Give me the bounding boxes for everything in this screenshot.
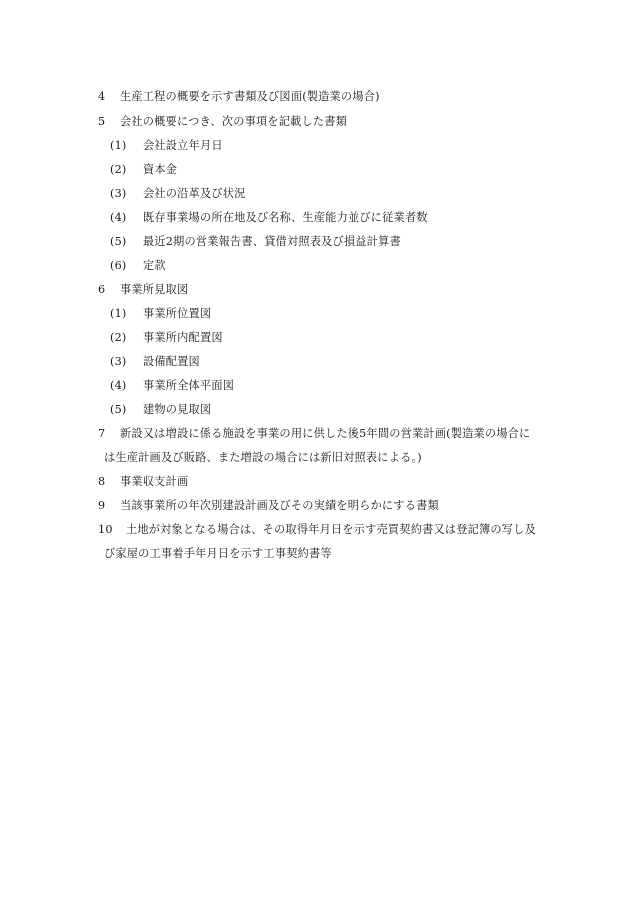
sub-item-number: (4) [110,379,127,392]
sub-item-number: (1) [110,139,127,152]
sub-item-number: (5) [110,403,127,416]
item-text-continuation: は生産計画及び販路、また増設の場合には新旧対照表による。) [104,451,422,464]
sub-item-number: (6) [110,259,127,272]
item-number: 10 [98,523,113,536]
item-number: 6 [98,283,106,296]
sub-item-text: 既存事業場の所在地及び名称、生産能力並びに従業者数 [143,211,428,224]
sub-item-number: (4) [110,211,127,224]
sub-item-number: (2) [110,163,127,176]
item-text: 会社の概要につき、次の事項を記載した書類 [120,115,348,128]
item-text: 事業収支計画 [120,475,189,488]
sub-item-text: 定款 [143,259,166,272]
sub-item-text: 資本金 [143,163,178,176]
sub-item-number: (1) [110,307,127,320]
sub-item-text: 事業所位置図 [143,307,212,320]
item-text-continuation: び家屋の工事着手年月日を示す工事契約書等 [104,547,332,560]
sub-item-text: 設備配置図 [143,355,200,368]
item-number: 9 [98,499,106,512]
sub-item-number: (3) [110,355,127,368]
sub-item-number: (3) [110,187,127,200]
sub-item-text: 会社設立年月日 [143,139,223,152]
item-text: 生産工程の概要を示す書類及び図面(製造業の場合) [120,90,380,103]
item-text: 新設又は増設に係る施設を事業の用に供した後5年間の営業計画(製造業の場合に [120,427,531,440]
sub-item-text: 最近2期の営業報告書、貸借対照表及び損益計算書 [143,235,401,248]
item-number: 7 [98,427,106,440]
sub-item-number: (5) [110,235,127,248]
item-text: 当該事業所の年次別建設計画及びその実績を明らかにする書類 [120,499,439,512]
sub-item-text: 事業所全体平面図 [143,379,235,392]
item-number: 8 [98,475,106,488]
sub-item-text: 建物の見取図 [143,403,212,416]
item-number: 4 [98,90,106,103]
sub-item-text: 事業所内配置図 [143,331,223,344]
item-number: 5 [98,115,106,128]
item-text: 事業所見取図 [120,283,189,296]
sub-item-number: (2) [110,331,127,344]
item-text: 土地が対象となる場合は、その取得年月日を示す売買契約書又は登記簿の写し及 [126,523,536,536]
sub-item-text: 会社の沿革及び状況 [143,187,246,200]
